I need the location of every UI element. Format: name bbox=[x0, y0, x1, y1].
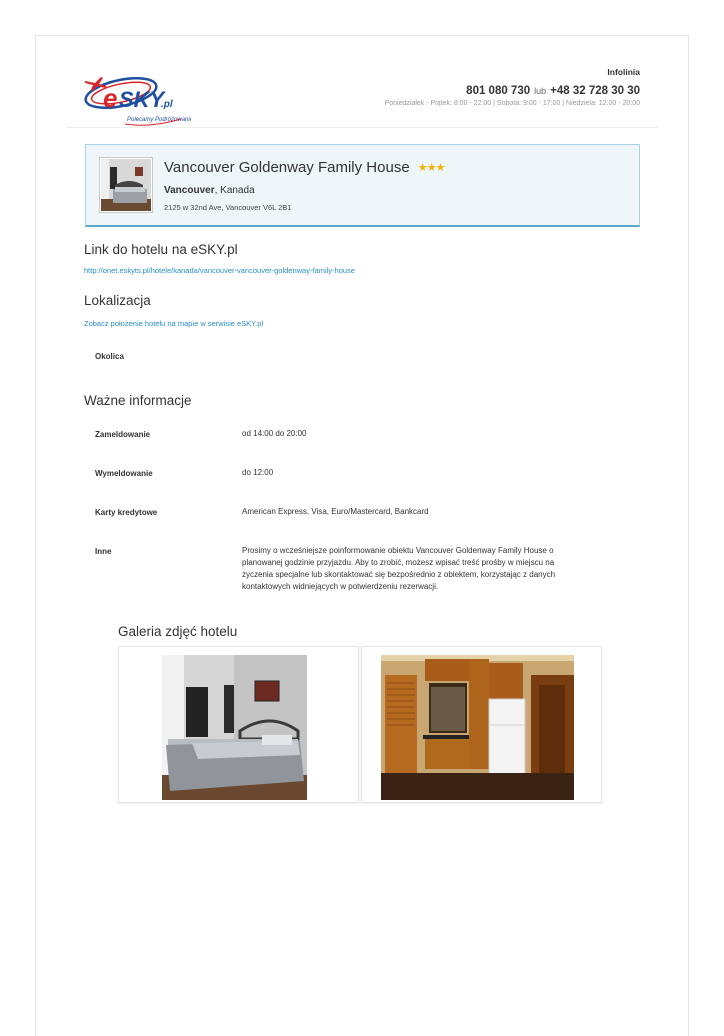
kitchen-photo-image bbox=[381, 655, 574, 800]
hotel-name-text: Vancouver Goldenway Family House bbox=[164, 159, 410, 176]
hotel-country: , Kanada bbox=[214, 185, 255, 196]
bedroom-photo-image bbox=[162, 655, 307, 800]
map-link[interactable]: Zobacz położenie hotelu na mapie w serwisie eSKY.pl bbox=[84, 319, 264, 328]
other-value-line: Prosimy o wcześniejsze poinformowanie obiektu Vancouver Goldenway Family House o bbox=[242, 546, 554, 555]
svg-text:e: e bbox=[103, 83, 118, 113]
checkout-label: Wymeldowanie bbox=[95, 469, 153, 478]
svg-text:Polecamy Podróżowanie: Polecamy Podróżowanie bbox=[127, 117, 191, 123]
other-label: Inne bbox=[95, 547, 112, 556]
checkin-label: Zameldowanie bbox=[95, 430, 151, 439]
other-value-line: kontaktowych widniejących w potwierdzeniu rezerwacji. bbox=[242, 582, 439, 591]
hotel-url-link[interactable]: http://onet.eskyts.pl/hotele/kanada/vancouver-vancouver-goldenway-family-house bbox=[84, 266, 355, 275]
bedroom-photo bbox=[162, 655, 307, 800]
document-page bbox=[35, 35, 689, 1036]
svg-text:SKY: SKY bbox=[119, 87, 165, 112]
hotel-city: Vancouver bbox=[164, 185, 215, 196]
esky-logo-graphic bbox=[81, 71, 191, 131]
credit-cards-value: American Express, Visa, Euro/Mastercard, Bankcard bbox=[242, 507, 429, 516]
bedroom-thumbnail-image bbox=[101, 159, 151, 211]
hotline-hours: Poniedziałek - Piątek: 8:00 - 22:00 | Sobota: 9:00 - 17:00 | Niedziela: 12:00 - 20:00 bbox=[384, 100, 640, 107]
link-section-title: Link do hotelu na eSKY.pl bbox=[84, 242, 238, 257]
hotel-thumbnail[interactable] bbox=[99, 157, 153, 213]
surroundings-label: Okolica bbox=[95, 352, 124, 361]
phone-or-label: lub bbox=[534, 86, 547, 96]
phone-secondary[interactable]: +48 32 728 30 30 bbox=[550, 85, 640, 97]
hotel-name bbox=[164, 158, 444, 176]
checkout-value: do 12:00 bbox=[242, 468, 274, 477]
other-value-line: życzenia specjalne lub skontaktować się bezpośrednio z obiektem, korzystając z danych bbox=[242, 570, 556, 579]
svg-text:.pl: .pl bbox=[161, 99, 173, 110]
gallery-item[interactable] bbox=[361, 646, 602, 803]
hotel-address: 2125 w 32nd Ave, Vancouver V6L 2B1 bbox=[164, 203, 292, 212]
info-section-title: Ważne informacje bbox=[84, 393, 192, 408]
star-icon: ★★★ bbox=[417, 162, 445, 174]
gallery-item[interactable] bbox=[118, 646, 359, 803]
kitchen-photo bbox=[381, 655, 574, 800]
location-section-title: Lokalizacja bbox=[84, 293, 151, 308]
hotel-summary-box bbox=[85, 144, 640, 227]
checkin-value: od 14:00 do 20:00 bbox=[242, 429, 307, 438]
esky-logo[interactable] bbox=[81, 71, 191, 131]
header-divider bbox=[66, 127, 658, 128]
credit-cards-label: Karty kredytowe bbox=[95, 508, 158, 517]
star-rating bbox=[418, 158, 445, 175]
phone-numbers bbox=[466, 85, 640, 97]
hotline-label: Infolinia bbox=[607, 67, 640, 77]
phone-primary[interactable]: 801 080 730 bbox=[466, 85, 531, 97]
hotel-location bbox=[164, 185, 255, 196]
other-value bbox=[242, 545, 602, 593]
other-value-line: planowanej godzinie przyjazdu. Aby to zrobić, możesz wpisać treść prośby w miejscu na bbox=[242, 558, 555, 567]
gallery-title: Galeria zdjęć hotelu bbox=[118, 624, 238, 639]
